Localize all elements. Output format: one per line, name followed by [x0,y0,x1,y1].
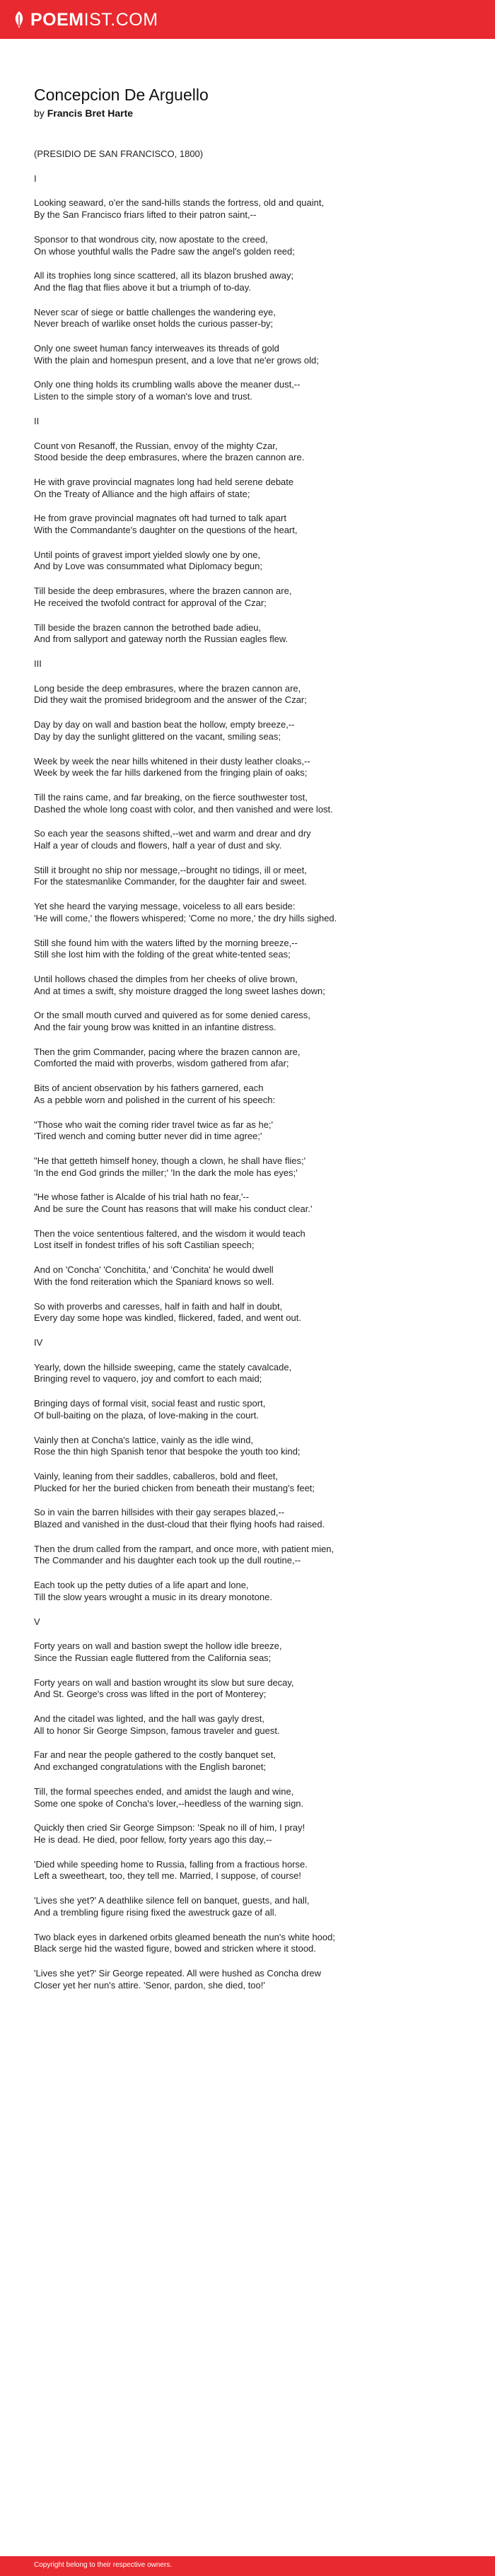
poem-stanza [34,658,458,670]
poem-line: 'Lives she yet?' Sir George repeated. All were hushed as Concha drew [34,1967,322,1978]
poem-line: So with proverbs and caresses, half in faith and half in doubt, [34,1300,283,1312]
poem-line: Only one thing holds its crumbling walls above the meaner dust,-- [34,379,301,390]
poem-stanza [34,1507,458,1530]
poem-line: "Those who wait the coming rider travel twice as far as he;' [34,1119,274,1130]
poem-line: Blazed and vanished in the dust-cloud that their flying hoofs had raised. [34,1519,325,1530]
poem-line: He with grave provincial magnates long had held serene debate [34,476,294,487]
poem-stanza [34,549,458,573]
poem-line: By the San Francisco friars lifted to their patron saint,-- [34,209,257,221]
poem-stanza [34,1301,458,1324]
poem-line: Two black eyes in darkened orbits gleamed beneath the nun's white hood; [34,1931,335,1942]
poem-line: Never scar of siege or battle challenges the wandering eye, [34,306,276,317]
poem-body [34,148,458,1991]
poem-stanza [34,622,458,646]
poem-line: Then the drum called from the rampart, and once more, with patient mien, [34,1543,334,1554]
poem-line: Listen to the simple story of a woman's love and trust. [34,391,252,402]
poem-line: And be sure the Count has reasons that will make his conduct clear.' [34,1204,313,1215]
poem-line: So in vain the barren hillsides with their gay serapes blazed,-- [34,1507,285,1518]
poem-line: Bringing days of formal visit, social feast and rustic sport, [34,1398,266,1409]
poem-line: With the Commandante's daughter on the questions of the heart, [34,525,298,536]
poem-line: Quickly then cried Sir George Simpson: 'Speak no ill of him, I pray! [34,1822,305,1834]
poem-line: He from grave provincial magnates oft had turned to talk apart [34,513,286,524]
poem-line: Week by week the near hills whitened in their dusty leather cloaks,-- [34,755,310,767]
poem-line: With the fond reiteration which the Spaniard knows so well. [34,1276,274,1287]
poem-line: Did they wait the promised bridegroom and the answer of the Czar; [34,694,307,706]
poem-line: And from sallyport and gateway north the Russian eagles flew. [34,634,289,645]
quill-icon [13,11,25,29]
poem-stanza [34,1749,458,1773]
poem-line: And the citadel was lighted, and the hall was gayly drest, [34,1713,264,1725]
poem-stanza [34,234,458,257]
poem-line: 'Tired wench and coming butter never did in time agree;' [34,1131,262,1142]
poem-stanza [34,901,458,924]
poem-stanza [34,1083,458,1106]
poem-stanza [34,1228,458,1252]
poem-line: Till beside the brazen cannon the betrothed bade adieu, [34,622,262,633]
by-label: by [34,107,45,119]
poem-line: Black serge hid the wasted figure, bowed and stricken where it stood. [34,1943,316,1954]
poem-stanza [34,1362,458,1385]
site-header [0,0,495,39]
poem-line: Plucked for her the buried chicken from beneath their mustang's feet; [34,1482,315,1493]
poem-line: Yearly, down the hillside sweeping, came the stately cavalcade, [34,1361,292,1372]
poem-line: Bringing revel to vaquero, joy and comfort to each maid; [34,1373,262,1385]
poem-stanza [34,792,458,815]
poem-stanza [34,1191,458,1215]
poem-line: Till, the formal speeches ended, and amidst the laugh and wine, [34,1785,294,1797]
poem-line: Forty years on wall and bastion swept the hollow idle breeze, [34,1640,282,1652]
logo-text-bold: POEM [30,9,84,30]
poem-line: As a pebble worn and polished in the current of his speech: [34,1094,276,1105]
poem-stanza [34,1640,458,1664]
poem-line: Every day some hope was kindled, flickered, faded, and went out. [34,1312,301,1324]
poem-stanza [34,343,458,366]
poem-line: Then the voice sententious faltered, and the wisdom it would teach [34,1228,305,1239]
poem-stanza [34,1895,458,1918]
poem-stanza [34,1337,458,1349]
poem-line: Week by week the far hills darkened from the fringing plain of oaks; [34,767,308,779]
poem-line: The Commander and his daughter each took up the dull routine,-- [34,1555,301,1566]
poem-line: Comforted the maid with proverbs, wisdom gathered from afar; [34,1058,289,1069]
byline [34,107,458,120]
poem-line: And on 'Concha' 'Conchitita,' and 'Conchita' he would dwell [34,1264,274,1276]
poem-line: And St. George's cross was lifted in the port of Monterey; [34,1689,267,1700]
poem-line: Since the Russian eagle fluttered from the California seas; [34,1652,272,1663]
site-logo[interactable] [13,8,158,31]
poem-stanza [34,1786,458,1809]
poem-stanza [34,974,458,997]
poem-stanza [34,307,458,330]
poem-line: 'He will come,' the flowers whispered; 'Come no more,' the dry hills sighed. [34,912,337,923]
poem-line: Never breach of warlike onset holds the curious passer-by; [34,318,274,330]
poem-stanza [34,719,458,742]
poem-line: Till the rains came, and far breaking, on the fierce southwester tost, [34,791,308,803]
poem-title: Concepcion De Arguello [34,86,209,104]
poem-stanza [34,1822,458,1846]
poem-line: Day by day on wall and bastion beat the hollow, empty breeze,-- [34,719,295,730]
poem-stanza [34,1580,458,1603]
poem-line: Day by day the sunlight glittered on the vacant, smiling seas; [34,730,281,742]
poem-line: Some one spoke of Concha's lover,--heedless of the warning sign. [34,1797,304,1809]
poem-stanza [34,1047,458,1070]
poem-stanza [34,1859,458,1882]
poem-stanza [34,148,458,161]
poem-stanza [34,1264,458,1288]
poem-stanza [34,1010,458,1033]
poem-line: II [34,415,40,426]
poem-line: All its trophies long since scattered, all its blazon brushed away; [34,270,294,281]
poem-stanza [34,270,458,293]
poem-line: Still it brought no ship nor message,--brought no tidings, ill or meet, [34,864,307,875]
site-footer [0,2556,495,2576]
poem-stanza [34,1544,458,1567]
poem-stanza [34,1471,458,1494]
copyright-notice: Copyright belong to their respective owners. [34,2561,173,2569]
poem-line: Looking seaward, o'er the sand-hills stands the fortress, old and quaint, [34,197,325,209]
poem-stanza [34,865,458,888]
poem-line: Count von Resanoff, the Russian, envoy of the mighty Czar, [34,440,278,451]
poem-line: Then the grim Commander, pacing where the brazen cannon are, [34,1046,301,1057]
poem-line: He received the twofold contract for approval of the Czar; [34,597,267,608]
poem-line: Still she found him with the waters lifted by the morning breeze,-- [34,937,298,948]
poem-line: Sponsor to that wondrous city, now apostate to the creed, [34,233,268,245]
poem-line: Vainly then at Concha's lattice, vainly as the idle wind, [34,1434,254,1445]
poem-stanza [34,938,458,961]
poem-line: Until hollows chased the dimples from her cheeks of olive brown, [34,973,298,984]
poem-line: On the Treaty of Alliance and the high affairs of state; [34,488,250,499]
poem-stanza [34,1932,458,1955]
poem-stanza [34,1398,458,1421]
poem-line: Of bull-baiting on the plaza, of love-making in the court. [34,1409,259,1421]
poem-stanza [34,585,458,609]
poem-line: And the flag that flies above it but a triumph of to-day. [34,281,251,293]
author-name[interactable]: Francis Bret Harte [47,107,134,119]
poem-stanza [34,379,458,402]
poem-line: 'Lives she yet?' A deathlike silence fell on banquet, guests, and hall, [34,1895,310,1906]
poem-line: He is dead. He died, poor fellow, forty years ago this day,-- [34,1834,272,1845]
poem-content [34,85,458,2004]
poem-line: Or the small mouth curved and quivered as for some denied caress, [34,1010,310,1021]
poem-line: Rose the thin high Spanish tenor that bespoke the youth too kind; [34,1446,301,1457]
poem-line: III [34,658,42,669]
poem-line: Till beside the deep embrasures, where the brazen cannon are, [34,585,292,597]
poem-line: Half a year of clouds and flowers, half a year of dust and sky. [34,840,282,851]
poem-line: Yet she heard the varying message, voiceless to all ears beside: [34,901,296,912]
poem-line: Each took up the petty duties of a life apart and lone, [34,1580,249,1591]
poem-line: Dashed the whole long coast with color, and then vanished and were lost. [34,803,333,815]
poem-line: All to honor Sir George Simpson, famous traveler and guest. [34,1725,280,1736]
poem-line: Forty years on wall and bastion wrought its slow but sure decay, [34,1677,294,1688]
poem-stanza [34,173,458,185]
poem-line: And the fair young brow was knitted in an infantine distress. [34,1022,276,1033]
poem-line: 'In the end God grinds the miller;' 'In the dark the mole has eyes;' [34,1167,298,1178]
poem-stanza [34,1677,458,1701]
poem-line: V [34,1616,40,1627]
poem-line: (PRESIDIO DE SAN FRANCISCO, 1800) [34,148,204,159]
poem-stanza [34,416,458,428]
poem-stanza [34,441,458,464]
poem-line: Only one sweet human fancy interweaves its threads of gold [34,343,279,354]
poem-line: 'Died while speeding home to Russia, falling from a fractious horse. [34,1858,308,1870]
poem-line: "He whose father is Alcalde of his trial hath no fear,'-- [34,1191,250,1203]
poem-line: Still she lost him with the folding of the great white-tented seas; [34,949,291,960]
poem-line: Till the slow years wrought a music in its dreary monotone. [34,1591,272,1602]
poem-line: IV [34,1337,43,1348]
poem-line: Until points of gravest import yielded slowly one by one, [34,549,261,560]
poem-stanza [34,1616,458,1628]
poem-stanza [34,756,458,779]
poem-stanza [34,683,458,706]
poem-stanza [34,828,458,851]
poem-line: Stood beside the deep embrasures, where the brazen cannon are. [34,452,305,463]
poem-line: Lost itself in fondest trifles of his soft Castilian speech; [34,1240,255,1251]
poem-stanza [34,1119,458,1143]
poem-line: Left a sweetheart, too, they tell me. Married, I suppose, of course! [34,1870,301,1882]
poem-line: For the statesmanlike Commander, for the daughter fair and sweet. [34,876,307,887]
poem-line: And exchanged congratulations with the English baronet; [34,1761,267,1773]
poem-stanza [34,1968,458,1991]
poem-stanza [34,1713,458,1737]
poem-line: I [34,173,37,184]
poem-stanza [34,1435,458,1458]
poem-line: Closer yet her nun's attire. 'Senor, pardon, she died, too!' [34,1979,265,1991]
poem-line: On whose youthful walls the Padre saw the angel's golden reed; [34,245,295,257]
poem-line: "He that getteth himself honey, though a clown, he shall have flies;' [34,1155,306,1166]
poem-line: Far and near the people gathered to the costly banquet set, [34,1749,276,1761]
poem-line: And by Love was consummated what Diplomacy begun; [34,561,263,572]
poem-stanza [34,197,458,221]
poem-stanza [34,513,458,536]
logo-text-thin: IST.COM [83,9,158,30]
poem-line: So each year the seasons shifted,--wet and warm and drear and dry [34,828,311,839]
poem-line: Vainly, leaning from their saddles, caballeros, bold and fleet, [34,1470,278,1481]
poem-line: With the plain and homespun present, and a love that ne'er grows old; [34,354,319,366]
poem-stanza [34,477,458,500]
poem-line: Bits of ancient observation by his fathers garnered, each [34,1083,264,1094]
poem-stanza [34,1155,458,1179]
poem-line: Long beside the deep embrasures, where the brazen cannon are, [34,682,301,694]
poem-line: And at times a swift, shy moisture dragged the long sweet lashes down; [34,985,325,996]
poem-line: And a trembling figure rising fixed the awestruck gaze of all. [34,1906,277,1918]
